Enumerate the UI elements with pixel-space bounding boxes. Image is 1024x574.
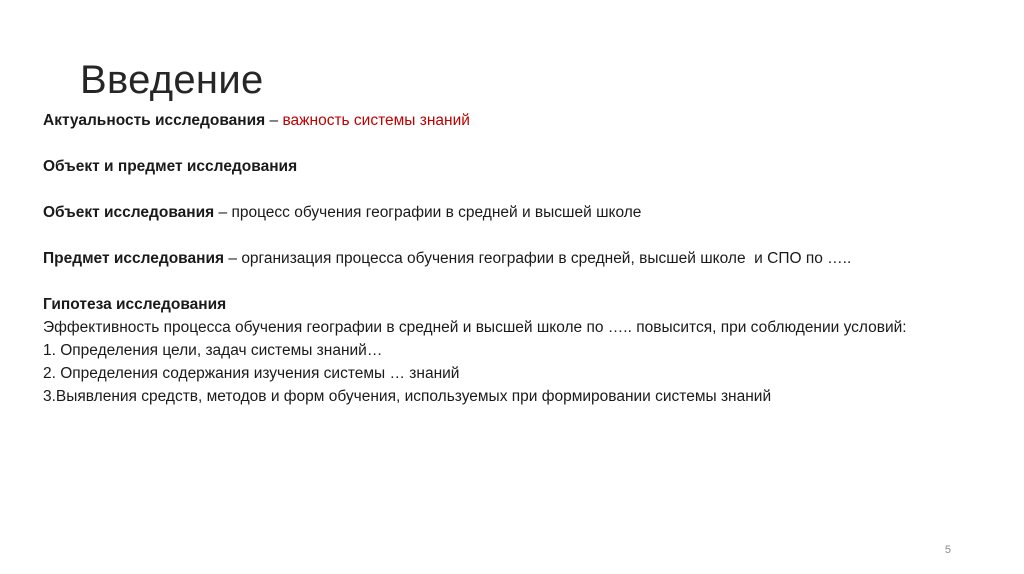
dash: – bbox=[214, 204, 232, 221]
object-subject-heading-text: Объект и предмет исследования bbox=[43, 158, 298, 175]
hypothesis-item: 3.Выявления средств, методов и форм обучения, используемых при формировании системы знаний bbox=[43, 388, 772, 405]
slide-content bbox=[43, 109, 943, 408]
subject-line bbox=[43, 247, 943, 270]
hypothesis-heading-text: Гипотеза исследования bbox=[43, 296, 227, 313]
hypothesis-heading bbox=[43, 293, 943, 316]
relevance-value: важность системы знаний bbox=[282, 112, 470, 129]
hypothesis-item: 2. Определения содержания изучения системы … знаний bbox=[43, 365, 460, 382]
object-line bbox=[43, 201, 943, 224]
subject-value: организация процесса обучения географии в средней, высшей школе и СПО по ….. bbox=[241, 250, 852, 267]
dash: – bbox=[224, 250, 242, 267]
dash: – bbox=[265, 112, 283, 129]
object-subject-heading bbox=[43, 155, 943, 178]
relevance-line bbox=[43, 109, 943, 132]
object-value: процесс обучения географии в средней и высшей школе bbox=[231, 204, 642, 221]
object-label: Объект исследования bbox=[43, 204, 215, 221]
subject-label: Предмет исследования bbox=[43, 250, 225, 267]
hypothesis-text: Эффективность процесса обучения географии в средней и высшей школе по ….. повысится, при соблюдении условий: bbox=[43, 319, 907, 336]
hypothesis-item: 1. Определения цели, задач системы знаний… bbox=[43, 342, 383, 359]
slide-number: 5 bbox=[944, 544, 951, 556]
relevance-label: Актуальность исследования bbox=[43, 112, 266, 129]
slide-title: Введение bbox=[80, 58, 264, 102]
